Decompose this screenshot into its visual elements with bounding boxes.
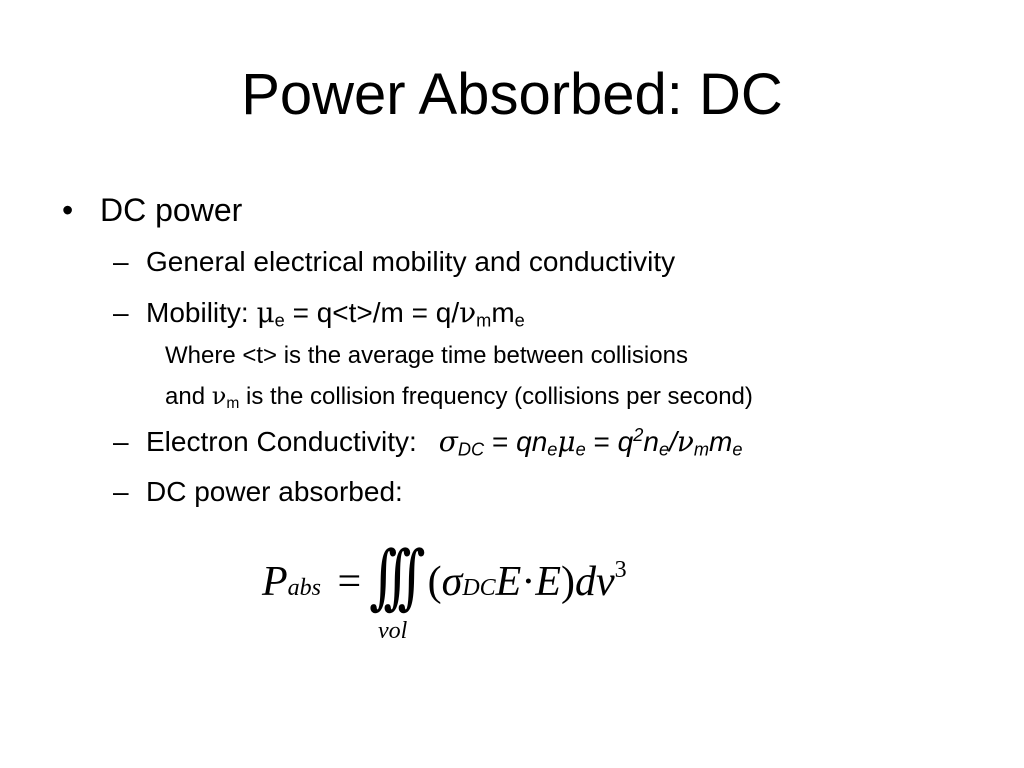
conductivity-label: Electron Conductivity: [146, 426, 417, 457]
bullet-dc-power: DC power [100, 192, 243, 228]
where-line: Where <t> is the average time between collisions [165, 342, 688, 369]
q: q [617, 426, 634, 457]
equals: = [585, 426, 618, 457]
eq-P: P [262, 559, 288, 605]
n: n [643, 426, 659, 457]
and-pre: and [165, 383, 212, 410]
qn: qn [516, 426, 548, 457]
subscript-m: m [693, 439, 710, 460]
subscript-m: m [476, 310, 492, 331]
power-equation [262, 535, 627, 618]
eq-open: ( [427, 559, 442, 605]
mu-symbol: μ [557, 425, 576, 458]
slide-title: Power Absorbed: DC [241, 62, 783, 127]
mobility-label: Mobility: [146, 297, 257, 328]
eq-E1: E [495, 559, 522, 605]
sub-dc-power-absorbed: DC power absorbed: [146, 476, 403, 507]
integral-limit-vol: vol [378, 618, 408, 644]
bullet-marker: • [62, 192, 74, 228]
eq-equals: = [337, 559, 362, 605]
mu-symbol: μ [256, 296, 275, 329]
m: m [709, 426, 733, 457]
subscript-e: e [575, 439, 586, 460]
sub-general-mobility: General electrical mobility and conductivity [146, 246, 676, 277]
and-line [165, 381, 753, 412]
eq-E2: E [535, 559, 561, 605]
dash-marker: – [113, 476, 129, 507]
dash-marker: – [113, 246, 129, 277]
eq-dot: · [521, 559, 536, 605]
eq-close: ) [560, 559, 575, 605]
superscript-2: 2 [633, 425, 644, 445]
subscript-e: e [658, 439, 670, 460]
sub-conductivity [146, 424, 742, 460]
subscript-dc: DC [457, 439, 485, 460]
eq-dv: dv [574, 559, 615, 605]
dash-marker: – [113, 297, 129, 328]
subscript-e: e [547, 439, 558, 460]
equals: = [484, 426, 517, 457]
eq-dc: DC [462, 575, 496, 601]
nu-symbol: ν [676, 425, 694, 458]
mass-m: m [491, 297, 515, 328]
subscript-e: e [274, 310, 285, 331]
sub-mobility [146, 295, 525, 331]
nu-symbol: ν [211, 382, 227, 410]
dash-marker: – [113, 426, 129, 457]
sigma-symbol: σ [438, 425, 458, 458]
eq-cube: 3 [614, 557, 627, 583]
subscript-m: m [226, 394, 240, 412]
triple-integral-icon: ∫∫∫ [369, 535, 412, 618]
slash: / [669, 426, 677, 457]
eq-sigma: σ [441, 559, 463, 605]
eq-abs: abs [287, 575, 321, 601]
subscript-e: e [514, 310, 525, 331]
and-post: is the collision frequency (collisions per second) [239, 383, 753, 410]
subscript-e: e [732, 439, 743, 460]
mobility-mid: = q<t>/m = q/ [284, 297, 460, 328]
nu-symbol: ν [459, 296, 477, 329]
